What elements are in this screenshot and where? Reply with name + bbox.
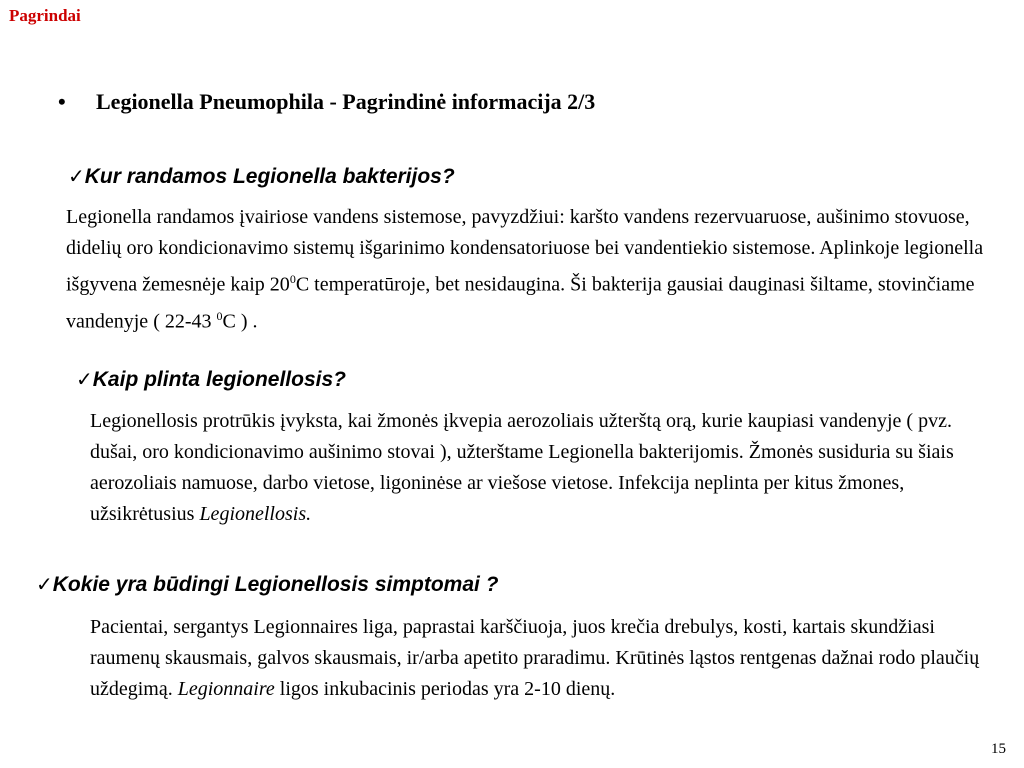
paragraph-text: Pacientai, sergantys Legionnaires liga, paprastai karščiuoja, juos krečia drebulys, kosti, kartais skundžiasi raumenų skausmais, galvos skausmais, ir/arba apetito praradimu. Krūtinės ląstos rentgenas dažnai rodo plaučių uždegimą.	[90, 616, 980, 700]
section-heading-spread	[76, 367, 346, 392]
paragraph-text: C temperatūroje, bet nesidaugina. Ši bakterija gausiai dauginasi šiltame, stovinčiame vandenyje ( 22-43	[66, 273, 975, 333]
paragraph-location	[66, 202, 1014, 337]
paragraph-text: C ) .	[222, 310, 258, 333]
paragraph-spread	[90, 406, 1000, 530]
italic-term: Legionellosis.	[199, 503, 312, 525]
check-icon: ✓	[68, 164, 85, 188]
section-heading-location	[68, 164, 455, 189]
check-icon: ✓	[76, 367, 93, 391]
heading-text: Kaip plinta legionellosis?	[92, 368, 346, 391]
bullet-icon: •	[58, 89, 66, 114]
check-icon: ✓	[36, 572, 53, 596]
section-label: Pagrindai	[9, 6, 81, 25]
superscript: 0	[216, 308, 223, 323]
section-heading-symptoms	[36, 572, 499, 597]
italic-term: Legionnaire	[177, 678, 275, 700]
slide-title	[58, 86, 758, 117]
paragraph-text: Legionellosis protrūkis įvyksta, kai žmonės įkvepia aerozoliais užterštą orą, kurie kaupiasi vandenyje ( pvz. dušai, oro kondicionavimo aušinimo stovai ), užterštame Legionella bakterijomis. Žmonės susiduria su šiais aerozoliais namuose, darbo vietose, ligoninėse ar viešose vietose. Infekcija neplinta per kitus žmones, užsikrėtusius	[90, 410, 954, 525]
page-number: 15	[991, 741, 1006, 757]
paragraph-symptoms	[90, 612, 1000, 705]
slide-title-text: Legionella Pneumophila - Pagrindinė informacija 2/3	[96, 89, 596, 114]
superscript: 0	[289, 272, 296, 286]
heading-text: Kur randamos Legionella bakterijos?	[84, 165, 455, 188]
paragraph-text: ligos inkubacinis periodas yra 2-10 dienų.	[274, 678, 616, 700]
paragraph-text: Legionella randamos įvairiose vandens sistemose, pavyzdžiui: karšto vandens rezervuaruose, aušinimo stovuose, didelių oro kondicionavimo sistemų išgarinimo kondensatoriuose bei vandentiekio sistemose. Aplinkoje legionella išgyvena žemesnėje kaip 20	[66, 206, 984, 296]
heading-text: Kokie yra būdingi Legionellosis simptomai ?	[52, 573, 499, 596]
